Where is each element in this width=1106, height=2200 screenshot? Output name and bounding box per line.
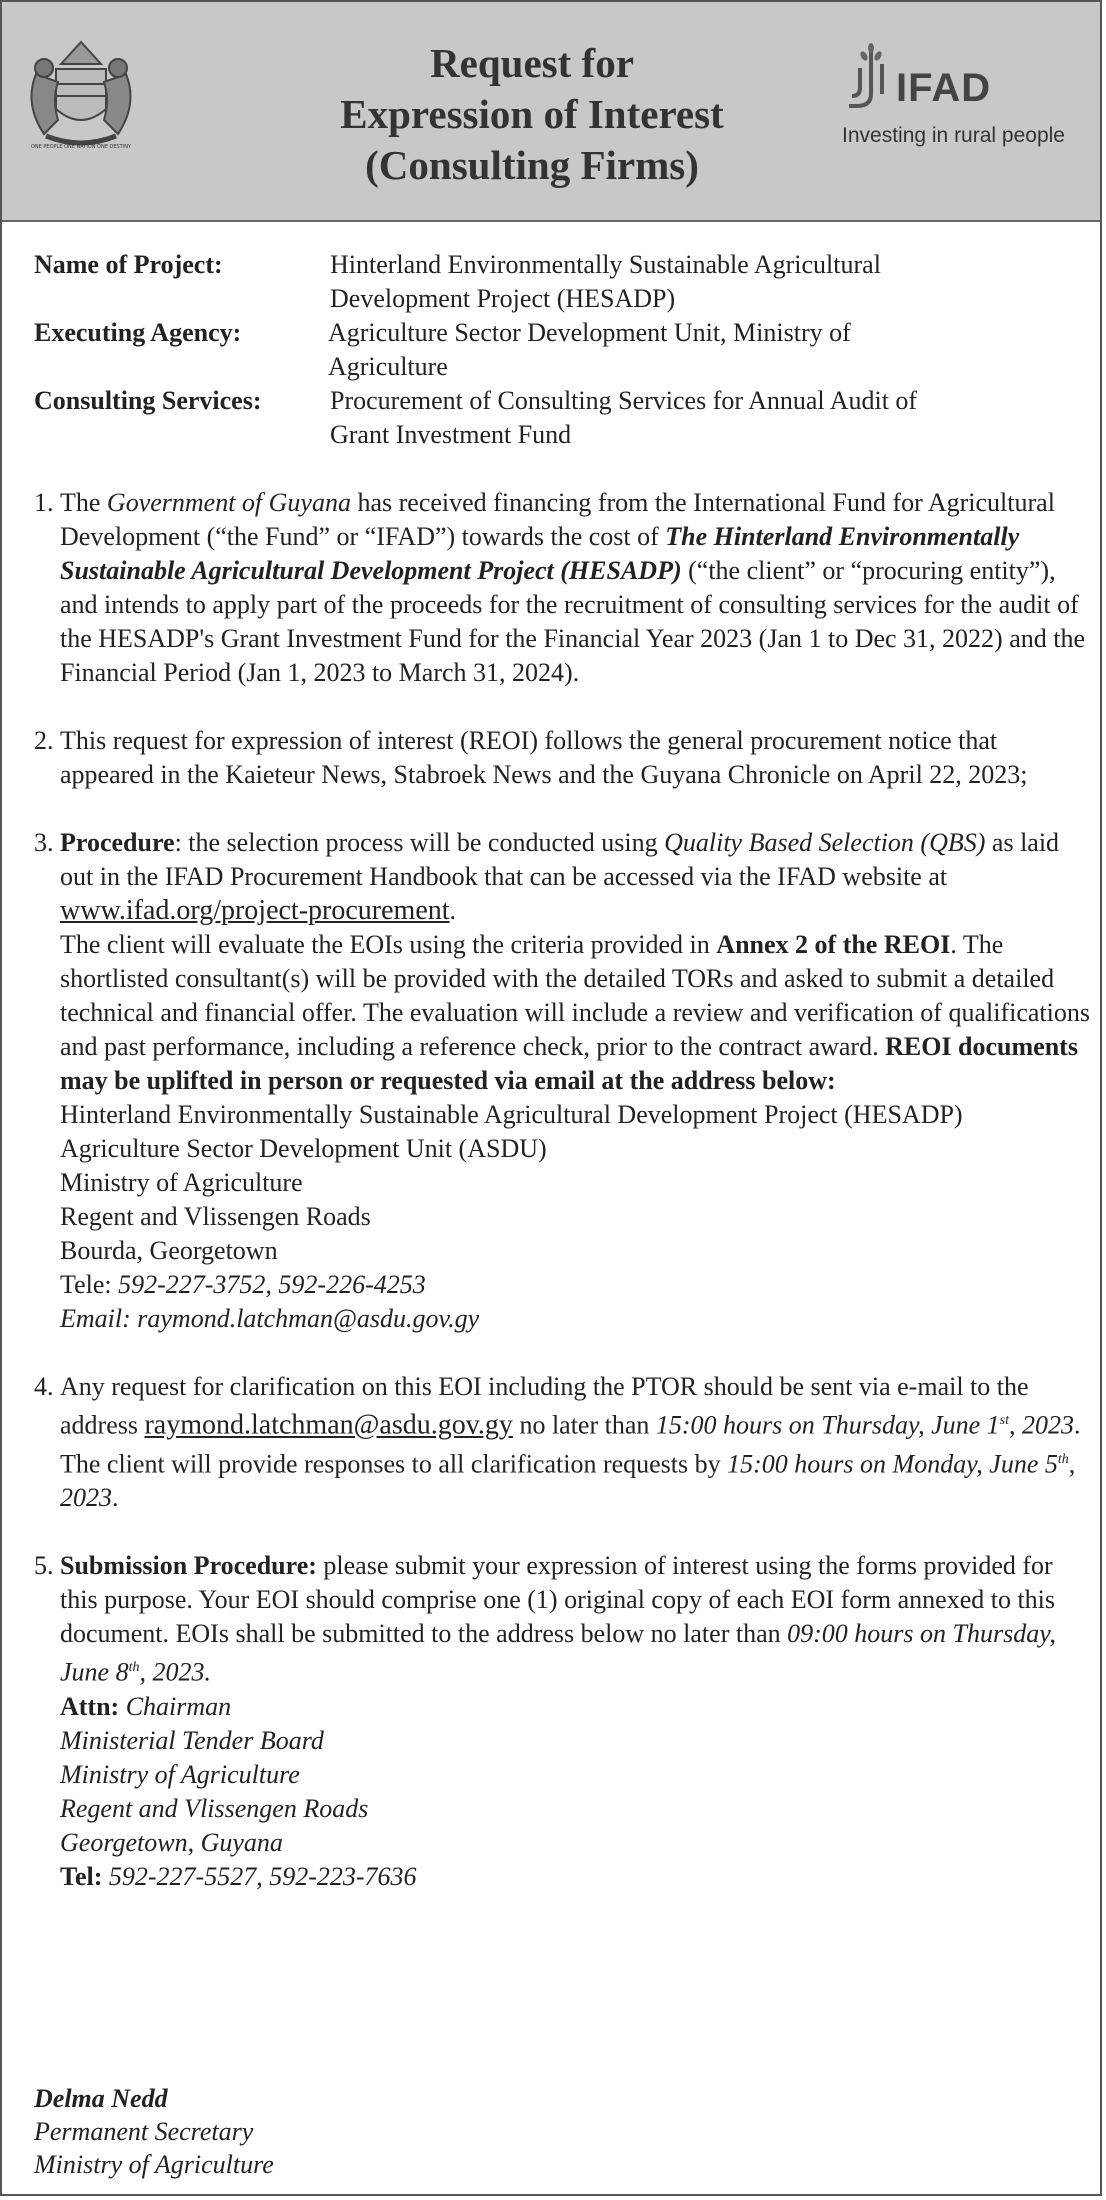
ifad-procurement-link[interactable]: www.ifad.org/project-procurement (60, 895, 450, 926)
ifad-wordmark: IFAD (896, 66, 992, 110)
project-info (34, 248, 1094, 452)
name-label: Name of Project: (34, 250, 223, 279)
ifad-tagline: Investing in rural people (842, 124, 1065, 147)
wheat-icon (846, 42, 896, 112)
page-title: Request for Expression of Interest (Consulting Firms) (340, 40, 724, 188)
paragraph-3: 3. Procedure: the selection process will be conducted using Quality Based Selection (QBS) as laid out in the IFAD Procurement Handbook that can be accessed via the IFAD website at www.ifad.org/project-procurement. The client will evaluate the EOIs using the criteria provided in Annex 2 of the REOI. The shortlisted consultant(s) will be provided with the detailed TORs and asked to submit a detailed technical and financial offer. The evaluation will include a review and verification of qualifications and past performance, including a reference check, prior to the contract award. REOI documents may be uplifted in person or requested via email at the address below: Hinterland Environmentally Sustainable Agricultural Development Project (HESADP) Agriculture Sector Development Unit (ASDU) Ministry of Agriculture Regent and Vlissengen Roads Bourda, Georgetown Tele: 592-227-3752, 592-226-4253 Email: raymond.latchman@asdu.gov.gy (34, 828, 1090, 1333)
name-value: Hinterland Environmentally Sustainable Agricultural Development Project (HESADP) (330, 250, 881, 313)
signature-block (34, 2082, 274, 2181)
agency-label: Executing Agency: (34, 318, 242, 347)
paragraph-5: 5. Submission Procedure: please submit your expression of interest using the forms provided for this purpose. Your EOI should comprise one (1) original copy of each EOI form annexed to this document. EOIs shall be submitted to the address below no later than 09:00 hours on Thursday, June 8th, 2023. Attn: Chairman Ministerial Tender Board Ministry of Agriculture Regent and Vlissengen Roads Georgetown, Guyana Tel: 592-227-5527, 592-223-7636 (34, 1551, 1056, 1891)
signatory-org: Ministry of Agriculture (34, 2150, 274, 2179)
agency-value: Agriculture Sector Development Unit, Ministry of Agriculture (328, 318, 851, 381)
paragraph-2: 2. This request for expression of interest (REOI) follows the general procurement notice that appeared in the Kaieteur News, Stabroek News and the Guyana Chronicle on April 22, 2023; (34, 726, 1028, 789)
paragraph-4: 4. Any request for clarification on this EOI including the PTOR should be sent via e-mail to the address raymond.latchman@asdu.gov.gy no later than 15:00 hours on Thursday, June 1st, 2023. The client will provide responses to all clarification requests by 15:00 hours on Monday, June 5th, 2023. (34, 1372, 1081, 1513)
clarification-email-link[interactable]: raymond.latchman@asdu.gov.gy (144, 1409, 513, 1441)
notice-body (34, 248, 1094, 1894)
paragraph-1: 1. The Government of Guyana has received financing from the International Fund for Agricultural Development (“the Fund” or “IFAD”) towards the cost of The Hinterland Environmentally Sustainable Agricultural Development Project (HESADP) (“the client” or “procuring entity”), and intends to apply part of the proceeds for the recruitment of consulting services for the audit of the HESADP's Grant Investment Fund for the Financial Year 2023 (Jan 1 to Dec 31, 2022) and the Financial Period (Jan 1, 2023 to March 31, 2024). (34, 488, 1086, 687)
signatory-name: Delma Nedd (34, 2084, 168, 2113)
ifad-logo (838, 36, 1098, 156)
svg-text:ONE PEOPLE ONE NATION ONE DEST: ONE PEOPLE ONE NATION ONE DESTINY (30, 144, 132, 150)
signatory-title: Permanent Secretary (34, 2117, 254, 2146)
services-label: Consulting Services: (34, 386, 262, 415)
coat-of-arms-icon (16, 24, 146, 154)
header-banner (2, 2, 1100, 222)
services-value: Procurement of Consulting Services for Annual Audit of Grant Investment Fund (330, 386, 918, 449)
